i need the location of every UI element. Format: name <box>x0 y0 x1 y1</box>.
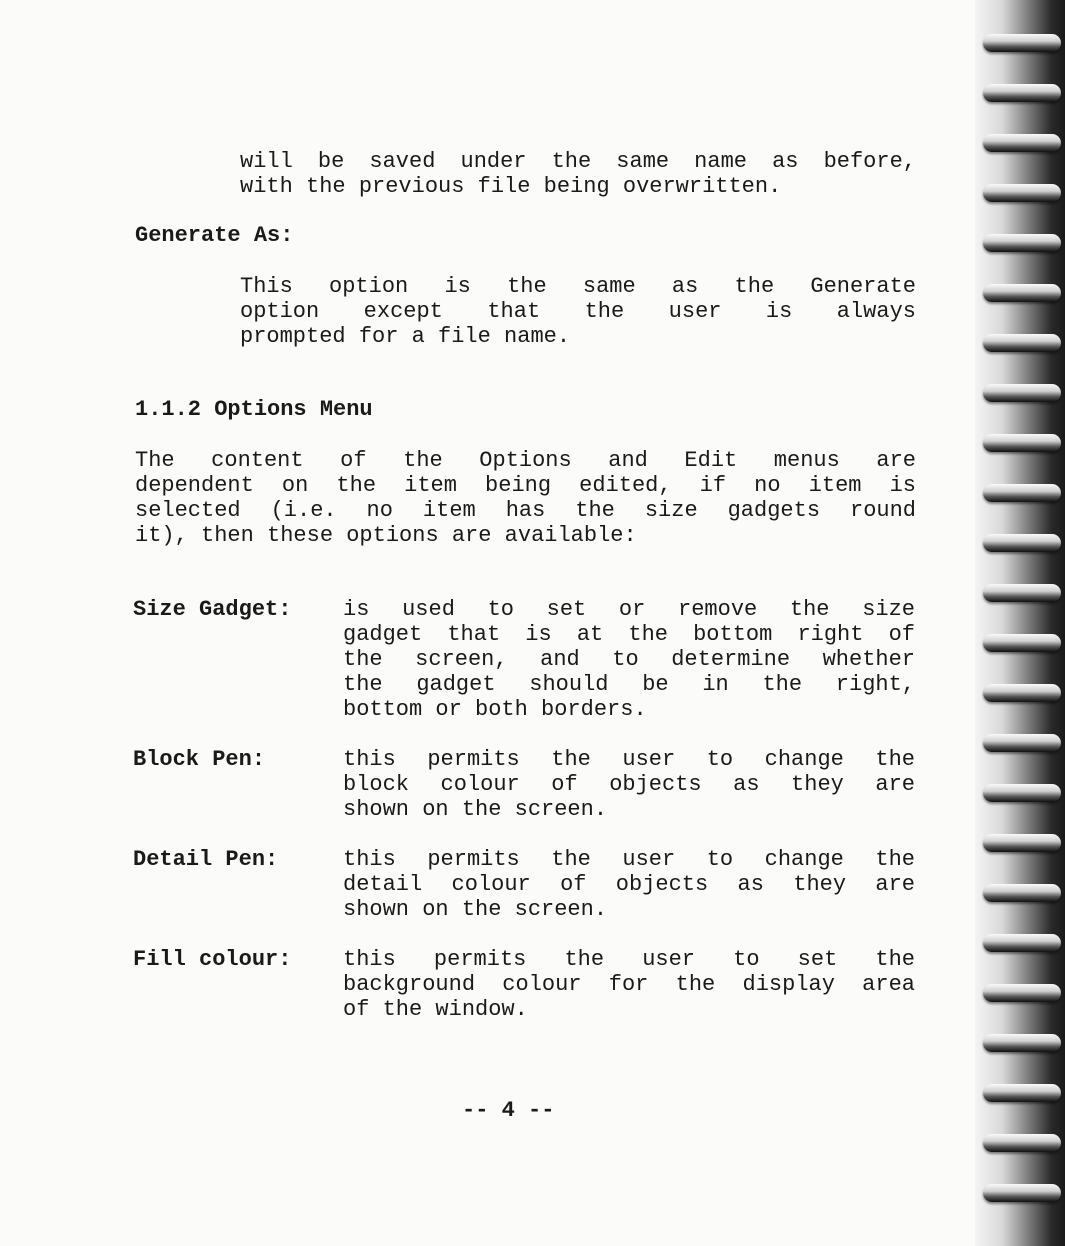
spiral-coil <box>983 634 1061 652</box>
generate-as-line: prompted for a file name. <box>240 324 571 349</box>
definition-line: bottom or both borders. <box>343 697 647 722</box>
spiral-coil <box>983 984 1061 1002</box>
options-menu-line: selected (i.e. no item has the size gadgets round <box>135 498 916 523</box>
page-number: -- 4 -- <box>462 1098 555 1123</box>
generate-as-line: option except that the user is always <box>240 299 916 324</box>
options-menu-line: dependent on the item being edited, if no item is <box>135 473 916 498</box>
spiral-coil <box>983 1184 1061 1202</box>
definition-line: detail colour of objects as they are <box>343 872 915 897</box>
definition-text <box>343 747 915 822</box>
definition-line: this permits the user to set the <box>343 947 915 972</box>
spiral-coil <box>983 834 1061 852</box>
definition-line: this permits the user to change the <box>343 847 915 872</box>
definition-line: is used to set or remove the size <box>343 597 915 622</box>
spiral-coil <box>983 784 1061 802</box>
definition-line: the screen, and to determine whether <box>343 647 915 672</box>
spiral-coil <box>983 184 1061 202</box>
options-menu-line: The content of the Options and Edit menus are <box>135 448 916 473</box>
spiral-coil <box>983 284 1061 302</box>
spiral-coil <box>983 134 1061 152</box>
spiral-binding <box>975 0 1065 1246</box>
definition-line: shown on the screen. <box>343 897 608 922</box>
definition-line: this permits the user to change the <box>343 747 915 772</box>
spiral-coil <box>983 234 1061 252</box>
definition-line: block colour of objects as they are <box>343 772 915 797</box>
definition-text <box>343 947 915 1022</box>
intro-line: will be saved under the same name as before, <box>240 149 916 174</box>
definition-line: of the window. <box>343 997 528 1022</box>
definition-line: the gadget should be in the right, <box>343 672 915 697</box>
spiral-coil <box>983 1134 1061 1152</box>
options-menu-paragraph <box>135 448 916 548</box>
spiral-coil <box>983 884 1061 902</box>
definition-line: background colour for the display area <box>343 972 915 997</box>
generate-as-paragraph <box>240 274 916 349</box>
options-menu-line: it), then these options are available: <box>135 523 637 548</box>
generate-as-line: This option is the same as the Generate <box>240 274 916 299</box>
options-menu-heading: 1.1.2 Options Menu <box>135 397 373 422</box>
spiral-coil <box>983 934 1061 952</box>
spiral-coil <box>983 334 1061 352</box>
definition-text <box>343 847 915 922</box>
definition-line: gadget that is at the bottom right of <box>343 622 915 647</box>
definition-line: shown on the screen. <box>343 797 608 822</box>
spiral-coil <box>983 434 1061 452</box>
spiral-coil <box>983 684 1061 702</box>
spiral-coil <box>983 534 1061 552</box>
spiral-coil <box>983 84 1061 102</box>
generate-as-heading: Generate As: <box>135 223 294 248</box>
definition-text <box>343 597 915 722</box>
spiral-coil <box>983 734 1061 752</box>
definition-term: Block Pen: <box>133 747 266 772</box>
definition-term: Detail Pen: <box>133 847 279 872</box>
spiral-coil <box>983 584 1061 602</box>
spiral-coil <box>983 1034 1061 1052</box>
intro-line: with the previous file being overwritten. <box>240 174 782 199</box>
spiral-coil <box>983 1084 1061 1102</box>
spiral-coil <box>983 484 1061 502</box>
spiral-coil <box>983 384 1061 402</box>
intro-paragraph <box>240 149 916 199</box>
definition-term: Size Gadget: <box>133 597 292 622</box>
definition-term: Fill colour: <box>133 947 292 972</box>
spiral-coil <box>983 34 1061 52</box>
